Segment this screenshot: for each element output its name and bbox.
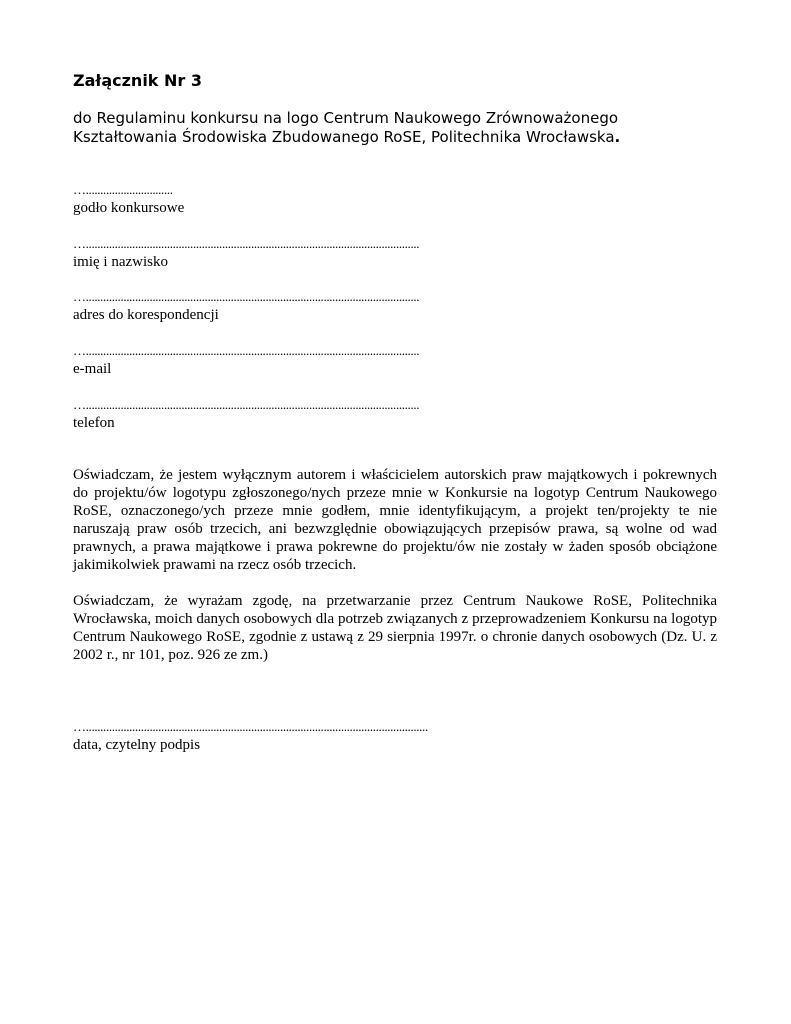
field-address [73, 288, 419, 324]
field-phone [73, 396, 419, 432]
signature-field [73, 718, 428, 754]
field-contest-code [73, 181, 184, 217]
declaration-authorship: Oświadczam, że jestem wyłącznym autorem i właścicielem autorskich praw majątkowych i pokrewnych do projektu/ów logotypu zgłoszonego/nych przeze mnie w Konkursie na logotyp Centrum Naukowego RoSE, oznaczonego/ych przeze mnie godłem, mnie identyfikującym, a projekt ten/projekty te nie naruszają praw osób trzecich, ani bezwzględnie obowiązujących przepisów prawa, są wolne od wad prawnych, a prawa majątkowe i prawa pokrewne do projektu/ów nie zostały w żaden sposób obciążone jakimikolwiek prawami na rzecz osób trzecich. [73, 467, 717, 573]
fill-line: …................................................................................................................... [73, 289, 420, 304]
fill-line: …...................................................................................................................... [73, 719, 428, 734]
declaration-data-consent: Oświadczam, że wyrażam zgodę, na przetwarzanie przez Centrum Naukowe RoSE, Politechnika Wrocławska, moich danych osobowych dla potrzeb związanych z przeprowadzeniem Konkursu na logotyp Centrum Naukowego RoSE, zgodnie z ustawą z 29 sierpnia 1997r. o chronie danych osobowych (Dz. U. z 2002 r., nr 101, poz. 926 ze zm.) [73, 593, 717, 663]
fill-line: …................................................................................................................... [73, 397, 420, 412]
field-label: adres do korespondencji [73, 307, 219, 323]
field-label: godło konkursowe [73, 200, 185, 216]
fill-line: …................................................................................................................... [73, 236, 420, 251]
subtitle-end: . [614, 128, 621, 146]
signature-label: data, czytelny podpis [73, 737, 201, 753]
field-label: e-mail [73, 361, 112, 377]
fill-line: ….............................. [73, 182, 173, 197]
field-label: imię i nazwisko [73, 254, 168, 270]
field-email [73, 342, 419, 378]
subtitle-line-1: do Regulaminu konkursu na logo Centrum Naukowego Zrównoważonego [73, 109, 619, 127]
field-label: telefon [73, 415, 115, 431]
subtitle-line-2: Kształtowania Środowiska Zbudowanego RoSE, Politechnika Wrocławska [73, 128, 615, 146]
field-name [73, 235, 419, 271]
fill-line: …................................................................................................................... [73, 343, 420, 358]
document-subtitle [73, 109, 733, 147]
document-title: Załącznik Nr 3 [73, 71, 202, 90]
